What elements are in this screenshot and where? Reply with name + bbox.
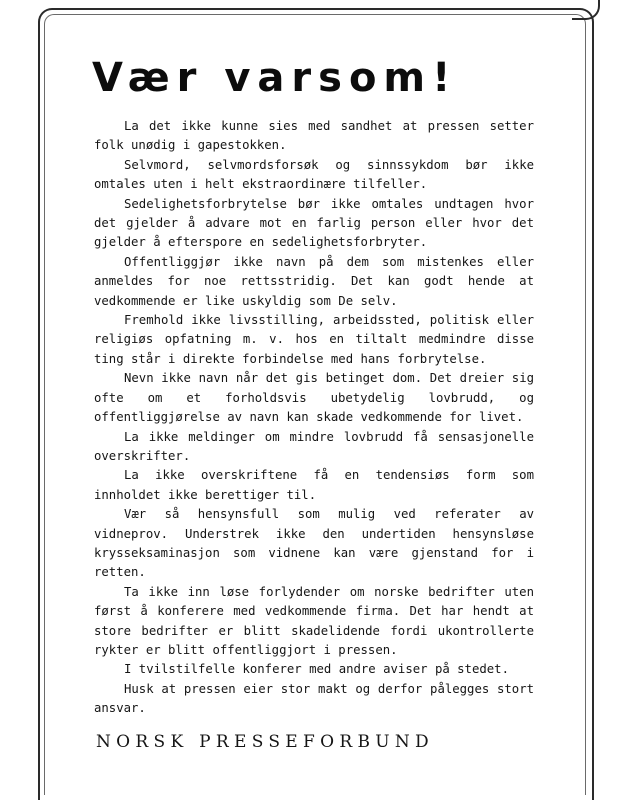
notice-paragraph: Husk at pressen eier stor makt og derfor pålegges stort ansvar. [94,681,534,716]
notice-title: Vær varsom! [92,55,458,101]
notice-paragraph: Ta ikke inn løse forlydender om norske bedrifter uten først å konferere med vedkommende firma. Det har hendt at store bedrifter er blitt skadelidende fordi ukontrollerte rykter er blitt offentliggjort i pressen. [94,584,534,657]
notice-paragraph: La det ikke kunne sies med sandhet at pressen setter folk unødig i gapestokken. [94,119,534,153]
notice-signature: NORSK PRESSEFORBUND [96,732,434,752]
notice-paragraph: Sedelighetsforbrytelse bør ikke omtales undtagen hvor det gjelder å advare mot en farlig person eller hvor det gjelder å efterspore en sedelighetsforbryter. [94,196,534,250]
notice-paragraph: Nevn ikke navn når det gis betinget dom. Det dreier sig ofte om et forholdsvis ubetydelig lovbrudd, og offentliggjørelse av navn kan skade vedkommende for livet. [94,371,534,425]
notice-paragraph: Fremhold ikke livsstilling, arbeidssted, politisk eller religiøs opfatning m. v. hos en tiltalt medmindre disse ting står i direkte forbindelse med hans forbrytelse. [94,313,534,366]
notice-body [94,117,534,719]
notice-paragraph: La ikke meldinger om mindre lovbrudd få sensasjonelle overskrifter. [94,429,534,463]
notice-paragraph: Selvmord, selvmordsforsøk og sinnssykdom bør ikke omtales uten i helt ekstraordinære tilfeller. [94,157,534,192]
corner-border-mark [572,0,600,20]
notice-paragraph: La ikke overskriftene få en tendensiøs form som innholdet ikke berettiger til. [94,468,534,502]
notice-paragraph: Vær så hensynsfull som mulig ved referater av vidneprov. Understrek ikke den undertiden hensynsløse krysseksaminasjon som vidnene kan være gjenstand for i retten. [94,507,534,580]
notice-paragraph: Offentliggjør ikke navn på dem som mistenkes eller anmeldes for noe rettsstridig. Det kan godt hende at vedkommende er like uskyldig som De selv. [94,254,534,308]
notice-paragraph: I tvilstilfelle konferer med andre aviser på stedet. [124,662,509,677]
